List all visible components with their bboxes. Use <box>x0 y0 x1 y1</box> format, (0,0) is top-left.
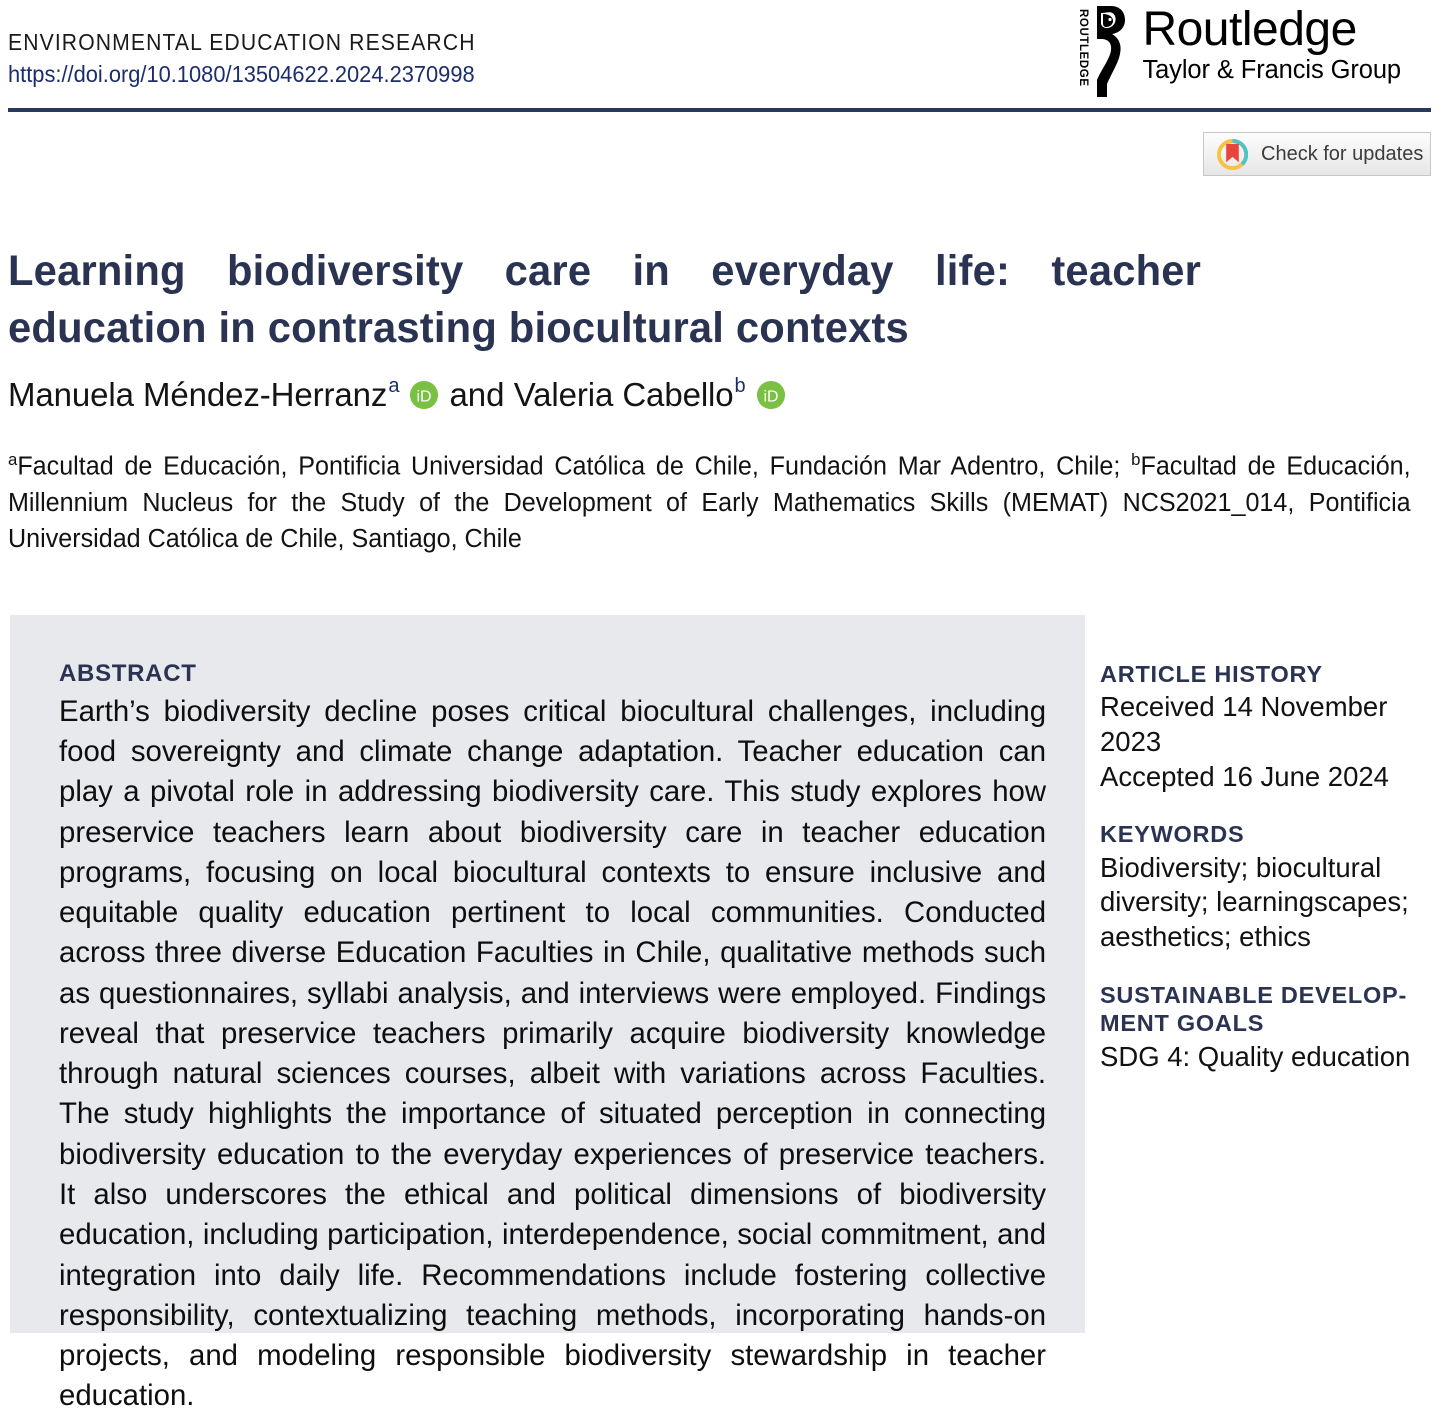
routledge-name: Routledge <box>1142 3 1357 56</box>
sdg-heading-line-2: MENT GOALS <box>1100 1010 1265 1037</box>
routledge-subtitle: Taylor & Francis Group <box>1142 56 1401 85</box>
keywords-values: Biodiversity; biocultural diversity; learningscapes; aesthetics; ethics <box>1100 851 1409 953</box>
author-name-1[interactable]: Manuela Méndez-Herranz <box>8 376 388 413</box>
abstract-panel <box>10 615 1085 1413</box>
crossmark-icon <box>1217 139 1248 170</box>
svg-text:ROUTLEDGE: ROUTLEDGE <box>1077 9 1090 87</box>
keywords-heading: KEYWORDS <box>1100 821 1245 848</box>
sdg-heading-line-1: SUSTAINABLE DEVELOP- <box>1100 981 1408 1008</box>
author-affiliation-marker-2: b <box>734 374 746 397</box>
article-title: Learning biodiversity care in everyday life: teacher education in contrasting biocultural contexts <box>8 246 1202 352</box>
author-list <box>8 374 795 413</box>
orcid-id-icon[interactable] <box>756 380 786 410</box>
sdg-block <box>1100 981 1439 1074</box>
header-divider <box>8 108 1431 112</box>
routledge-mark-icon <box>1067 4 1129 100</box>
accepted-date: Accepted 16 June 2024 <box>1100 760 1389 792</box>
keywords-block <box>1100 820 1439 954</box>
svg-text:iD: iD <box>416 388 432 406</box>
check-for-updates-badge[interactable] <box>1203 132 1431 176</box>
article-history-heading: ARTICLE HISTORY <box>1100 661 1323 687</box>
author-affiliations: $^a$Facultad de Educación, Pontificia Universidad Católica de Chile, Fundación Mar Adentro, Chile; $^b$Facultad de Educación, Millennium Nucleus for the Study of the Development of Early Mathematics Skills (MEMAT) NCS2021_014, Pontificia Universidad Católica de Chile, Santiago, Chile <box>8 450 1411 554</box>
article-history-block <box>1100 660 1439 794</box>
abstract-heading: ABSTRACT <box>59 660 197 687</box>
journal-name: ENVIRONMENTAL EDUCATION RESEARCH <box>8 29 476 55</box>
doi-link[interactable]: https://doi.org/10.1080/13504622.2024.2370998 <box>8 61 475 88</box>
orcid-id-icon[interactable] <box>409 380 439 410</box>
journal-identity <box>8 30 516 90</box>
article-metadata-sidebar <box>1100 615 1439 1333</box>
author-name-2[interactable]: Valeria Cabello <box>513 376 734 413</box>
sdg-heading <box>1100 981 1439 1038</box>
check-for-updates-label: Check for updates <box>1261 142 1424 165</box>
routledge-logo <box>1067 4 1401 102</box>
author-affiliation-marker-1: a <box>388 374 400 397</box>
routledge-wordmark <box>1142 3 1401 85</box>
received-date: Received 14 November 2023 <box>1100 691 1388 758</box>
page-header <box>0 0 1439 112</box>
author-conjunction: and <box>449 376 505 413</box>
abstract-body: Earth’s biodiversity decline poses critical biocultural challenges, including food sovereignty and climate change adaptation. Teacher education can play a pivotal role in addressing biodiversity care. This study explores how preservice teachers learn about biodiversity care in teacher education programs, focusing on local biocultural contexts to ensure inclusive and equitable quality education pertinent to local communities. Conducted across three diverse Education Faculties in Chile, qualitative methods such as questionnaires, syllabi analysis, and interviews were employed. Findings reveal that preservice teachers primarily acquire biodiversity knowledge through natural sciences courses, albeit with variations across Faculties. The study highlights the importance of situated perception in connecting biodiversity education to the everyday experiences of preservice teachers. It also underscores the ethical and political dimensions of biodiversity education, including participation, interdependence, social commitment, and integration into daily life. Recommendations include fostering collective responsibility, contextualizing teaching methods, incorporating hands-on projects, and modeling responsible biodiversity stewardship in teacher education. <box>59 694 1047 1413</box>
svg-text:iD: iD <box>763 388 779 406</box>
sdg-value: SDG 4: Quality education <box>1100 1040 1411 1072</box>
article-history-values <box>1100 690 1439 794</box>
